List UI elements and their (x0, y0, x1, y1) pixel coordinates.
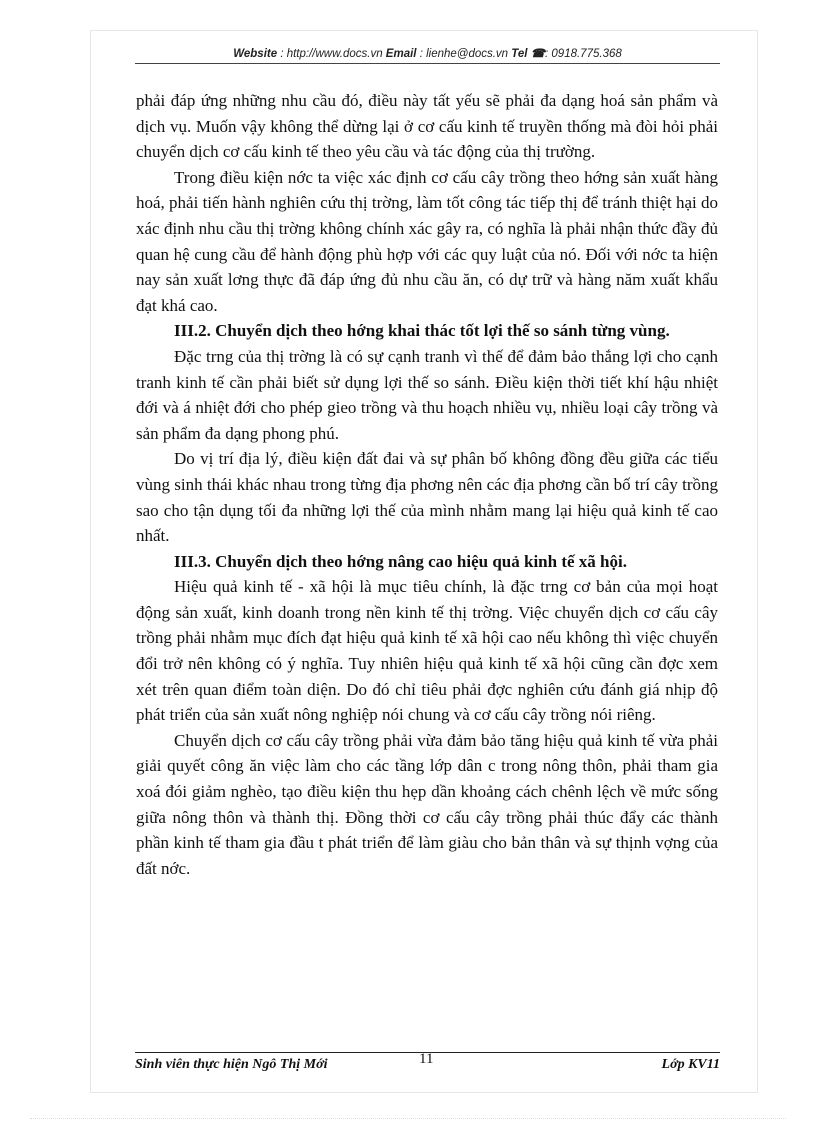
page-header (135, 46, 720, 64)
paragraph-4: Do vị trí địa lý, điều kiện đất đai và sự phân bố không đồng đều giữa các tiểu vùng sinh thái khác nhau trong từng địa phơng nên các địa phơng cần bố trí cây trồng sao cho tận dụng tối đa những lợi thế của mình nhằm mang lại hiệu quả kinh tế cao nhất. (136, 449, 718, 546)
email-label: Email (385, 48, 417, 60)
page-footer (135, 1051, 720, 1072)
bottom-divider (30, 1118, 786, 1119)
footer-student-name: Sinh viên thực hiện Ngô Thị Mới (135, 1057, 328, 1072)
paragraph-5: Hiệu quả kinh tế - xã hội là mục tiêu chính, là đặc trng cơ bản của mọi hoạt động sản xuất, kinh doanh trong nền kinh tế thị trờng. Việc chuyển dịch cơ cấu cây trồng phải nhằm mục đích đạt hiệu quả kinh tế xã hội cao nếu không thì việc chuyển đổi trở nên không có ý nghĩa. Tuy nhiên hiệu quả kinh tế xã hội cũng cần đợc xem xét trên quan điểm toàn diện. Do đó chỉ tiêu phải đợc nghiên cứu đánh giá nhịp độ phát triển của sản xuất nông nghiệp nói chung và cơ cấu cây trồng nói riêng. (136, 577, 718, 725)
paragraph-6: Chuyển dịch cơ cấu cây trồng phải vừa đảm bảo tăng hiệu quả kinh tế vừa phải giải quyết công ăn việc làm cho các tầng lớp dân c trong nông thôn, phải tham gia xoá đói giảm nghèo, tạo điều kiện thu hẹp dần khoảng cách chênh lệch về mức sống giữa nông thôn và thành thị. Đồng thời cơ cấu cây trồng phải thúc đẩy các thành phần kinh tế tham gia đầu t phát triển để làm giàu cho bản thân và sự thịnh vợng của đất nớc. (136, 730, 718, 878)
website-url: : http://www.docs.vn (280, 48, 383, 60)
tel-label: Tel (511, 48, 528, 60)
paragraph-1: phải đáp ứng những nhu cầu đó, điều này tất yếu sẽ phải đa dạng hoá sản phẩm và dịch vụ. Muốn vậy không thể dừng lại ở cơ cấu kinh tế truyền thống mà đòi hỏi phải chuyển dịch cơ cấu kinh tế theo yêu cầu và tác động của thị trường. (136, 91, 718, 162)
page-number: 11 (419, 1051, 434, 1067)
section-heading-3-3: III.3. Chuyển dịch theo hớng nâng cao hiệu quả kinh tế xã hội. (174, 551, 627, 571)
email-address: : lienhe@docs.vn (419, 48, 509, 60)
document-body (136, 88, 718, 881)
paragraph-2: Trong điều kiện nớc ta việc xác định cơ cấu cây trồng theo hớng sản xuất hàng hoá, phải tiến hành nghiên cứu thị trờng, làm tốt công tác tiếp thị để tránh thiệt hại do xác định nhu cầu thị trờng không chính xác gây ra, có nghĩa là phải nhận thức đầy đủ quan hệ cung cầu để hành động phù hợp với các quy luật của nó. Đối với nớc ta hiện nay sản xuất lơng thực đã đáp ứng đủ nhu cầu ăn, có dự trữ và hàng năm xuất khẩu đạt khá cao. (136, 167, 718, 315)
tel-number: : 0918.775.368 (545, 48, 622, 60)
website-label: Website (233, 48, 278, 60)
section-heading-3-2: III.2. Chuyển dịch theo hớng khai thác tốt lợi thế so sánh từng vùng. (174, 321, 670, 341)
paragraph-3: Đặc trng của thị trờng là có sự cạnh tranh vì thế để đảm bảo thắng lợi cho cạnh tranh kinh tế cần phải biết sử dụng lợi thế so sánh. Điều kiện thời tiết khí hậu nhiệt đới và á nhiệt đới cho phép gieo trồng và thu hoạch nhiều vụ, nhiều loại cây trồng và sản phẩm đa dạng phong phú. (136, 346, 718, 443)
phone-icon: ☎ (530, 48, 546, 60)
footer-class: Lớp KV11 (661, 1057, 720, 1072)
